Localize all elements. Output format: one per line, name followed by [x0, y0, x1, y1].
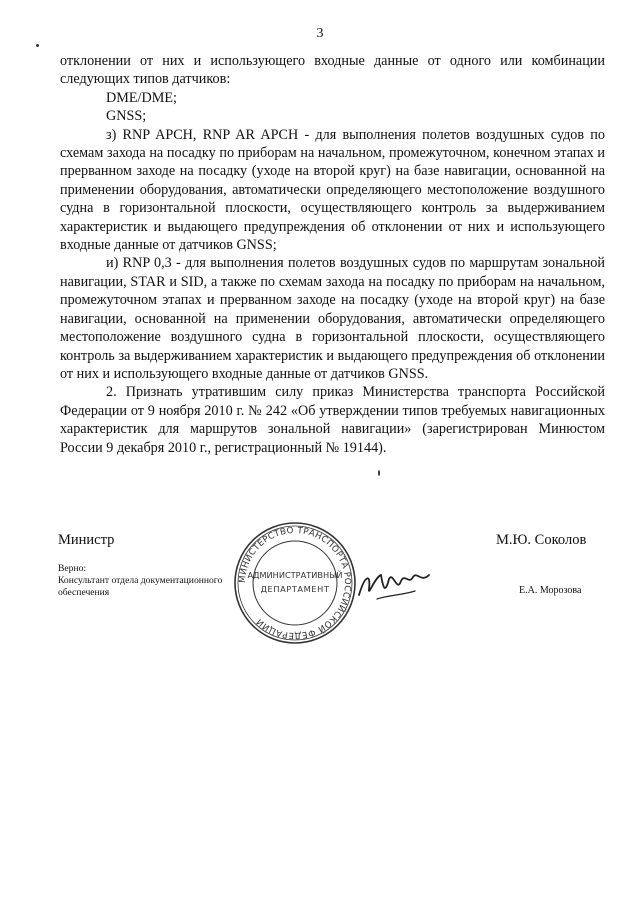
sensor-type-dme: DME/DME; [106, 89, 177, 106]
handwritten-signature [355, 565, 435, 605]
signatory-title: Министр [58, 532, 115, 548]
verification-position: Консультант отдела документационного обеспечения [58, 575, 223, 598]
verification-block [58, 563, 258, 599]
paragraph-rnp-03: и) RNP 0,3 - для выполнения полетов воздушных судов по маршрутам зональной навигации, STAR и SID, а также по схемам захода на посадку по приборам на начальном, промежуточном этапах и прерванном заходе на посадку (уходе на второй круг) на базе навигации, основанной на применении оборудования, автоматически определяющего местоположение воздушного судна в горизонтальной плоскости, осуществляющего контроль за выдерживанием характеристик и выдающего предупреждения об отклонении от них и использующего входные данные от датчиков GNSS. [60, 255, 605, 382]
scan-speck [36, 44, 39, 47]
svg-text:МИНИСТЕРСТВО ТРАНСПОРТА РОССИЙ [238, 526, 352, 640]
paragraph-repeal-order: 2. Признать утратившим силу приказ Министерства транспорта Российской Федерации от 9 ноября 2010 г. № 242 «Об утверждении типов требуемых навигационных характеристик для маршрутов зональной навигации» (зарегистрирован Минюстом России 9 декабря 2010 г., регистрационный № 19144). [60, 384, 605, 456]
paragraph-rnp-apch: з) RNP APCH, RNP AR APCH - для выполнения полетов воздушных судов по схемам захода на посадку по приборам на начальном, промежуточном, конечном этапах и прерванном заходе на посадку (уходе на второй круг) на базе навигации, основанной на применении оборудования, автоматически определяющего местоположение воздушного судна в горизонтальной плоскости, осуществляющего контроль за выдерживанием характеристик и выдающего предупреждения об отклонении от них и использующего входные данные от датчиков GNSS; [60, 126, 605, 254]
official-stamp [232, 520, 358, 646]
paragraph-continuation: отклонении от них и использующего входные данные от одного или комбинации следующих типов датчиков: [60, 53, 605, 88]
stamp-ring-text: МИНИСТЕРСТВО ТРАНСПОРТА РОССИЙСКОЙ ФЕДЕРАЦИИ [237, 525, 353, 641]
document-body [60, 52, 605, 457]
verification-name: Е.А. Морозова [519, 585, 582, 596]
signatory-name: М.Ю. Соколов [496, 532, 587, 548]
sensor-type-gnss: GNSS; [106, 108, 147, 125]
stamp-center-line2: ДЕПАРТАМЕНТ [260, 584, 330, 594]
verification-label: Верно: [58, 563, 87, 574]
stamp-center-line1: АДМИНИСТРАТИВНЫЙ [247, 570, 343, 580]
page-number: 3 [316, 26, 324, 41]
scan-speck [378, 470, 380, 476]
